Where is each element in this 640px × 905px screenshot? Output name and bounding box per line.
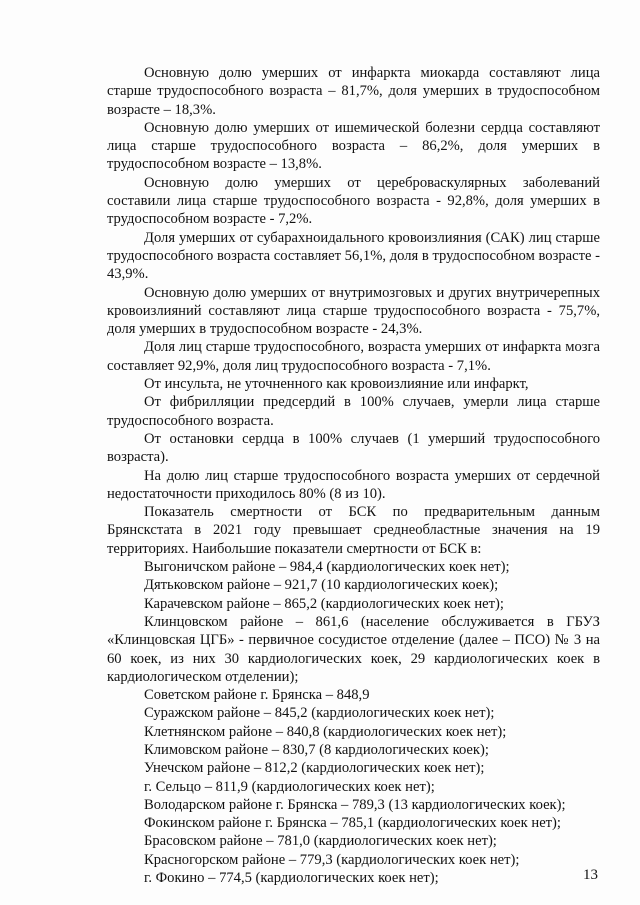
paragraph-intracranial: Основную долю умерших от внутримозговых и других внутричерепных кровоизлияний составляют лица старше трудоспособного возраста - 75,7%, доля умерших в трудоспособном возрасте - 24,3%. (107, 284, 600, 338)
paragraph-cerebral-infarction: Доля лиц старше трудоспособного, возраста умерших от инфаркта мозга составляет 92,9%, доля лиц трудоспособного возраста - 7,1%. (107, 339, 600, 374)
paragraph-cardiac-arrest: От остановки сердца в 100% случаев (1 умерший трудоспособного возраста). (107, 430, 600, 466)
list-item: Клинцовском районе – 861,6 (население обслуживается в ГБУЗ «Клинцовская ЦГБ» - первичное сосудистое отделение (далее – ПСО) № 3 на 60 коек, из них 30 кардиологических коек, 29 кардиологических коек в кардиологическом отделении); (107, 613, 600, 685)
list-item: Суражском районе – 845,2 (кардиологических коек нет); (144, 705, 495, 722)
page-number: 13 (583, 867, 598, 883)
body-text (107, 64, 600, 887)
list-item: Клетнянском районе – 840,8 (кардиологических коек нет); (144, 723, 507, 740)
list-item: Дятьковском районе – 921,7 (10 кардиологических коек); (144, 577, 499, 594)
list-item: Фокинском районе г. Брянска – 785,1 (кардиологических коек нет); (144, 815, 561, 832)
paragraph-ihd: Основную долю умерших от ишемической болезни сердца составляют лица старше трудоспособного возраста – 86,2%, доля умерших в трудоспособном возрасте – 13,8%. (107, 119, 600, 173)
list-item: Красногорском районе – 779,3 (кардиологических коек нет); (144, 851, 520, 868)
paragraph-atrial-fibrillation: От фибрилляции предсердий в 100% случаев, умерли лица старше трудоспособного возраста. (107, 394, 600, 429)
list-item: г. Сельцо – 811,9 (кардиологических коек нет); (144, 778, 435, 795)
list-item: Володарском районе г. Брянска – 789,3 (13 кардиологических коек); (144, 796, 566, 813)
list-item: Выгоничском районе – 984,4 (кардиологических коек нет); (144, 559, 510, 576)
list-item: Брасовском районе – 781,0 (кардиологических коек нет); (144, 833, 497, 850)
paragraph-stroke-unspecified: От инсульта, не уточненного как кровоизлияние или инфаркт, (144, 376, 529, 393)
paragraph-mortality-rate: Показатель смертности от БСК по предварительным данным Брянскстата в 2021 году превышает среднеобластные значения на 19 территориях. Наибольшие показатели смертности от БСК в: (107, 504, 600, 557)
paragraph-mi: Основную долю умерших от инфаркта миокарда составляют лица старше трудоспособного возраста – 81,7%, доля умерших в трудоспособном возрасте – 18,3%. (107, 65, 600, 118)
list-item: Карачевском районе – 865,2 (кардиологических коек нет); (144, 595, 504, 612)
paragraph-sah: Доля умерших от субарахноидального кровоизлияния (САК) лиц старше трудоспособного возраста составляет 56,1%, доля в трудоспособном возрасте - 43,9%. (107, 229, 600, 283)
list-item: Климовском районе – 830,7 (8 кардиологических коек); (144, 741, 489, 758)
paragraph-heart-failure: На долю лиц старше трудоспособного возраста умерших от сердечной недостаточности приходилось 80% (8 из 10). (107, 467, 600, 502)
list-item: Советском районе г. Брянска – 848,9 (144, 687, 370, 704)
list-item: г. Фокино – 774,5 (кардиологических коек нет); (144, 870, 439, 887)
paragraph-cerebrovascular: Основную долю умерших от цереброваскулярных заболеваний составили лица старше трудоспособного возраста - 92,8%, доля умерших в трудоспособном возрасте - 7,2%. (107, 174, 600, 228)
list-item: Унечском районе – 812,2 (кардиологических коек нет); (144, 760, 485, 777)
